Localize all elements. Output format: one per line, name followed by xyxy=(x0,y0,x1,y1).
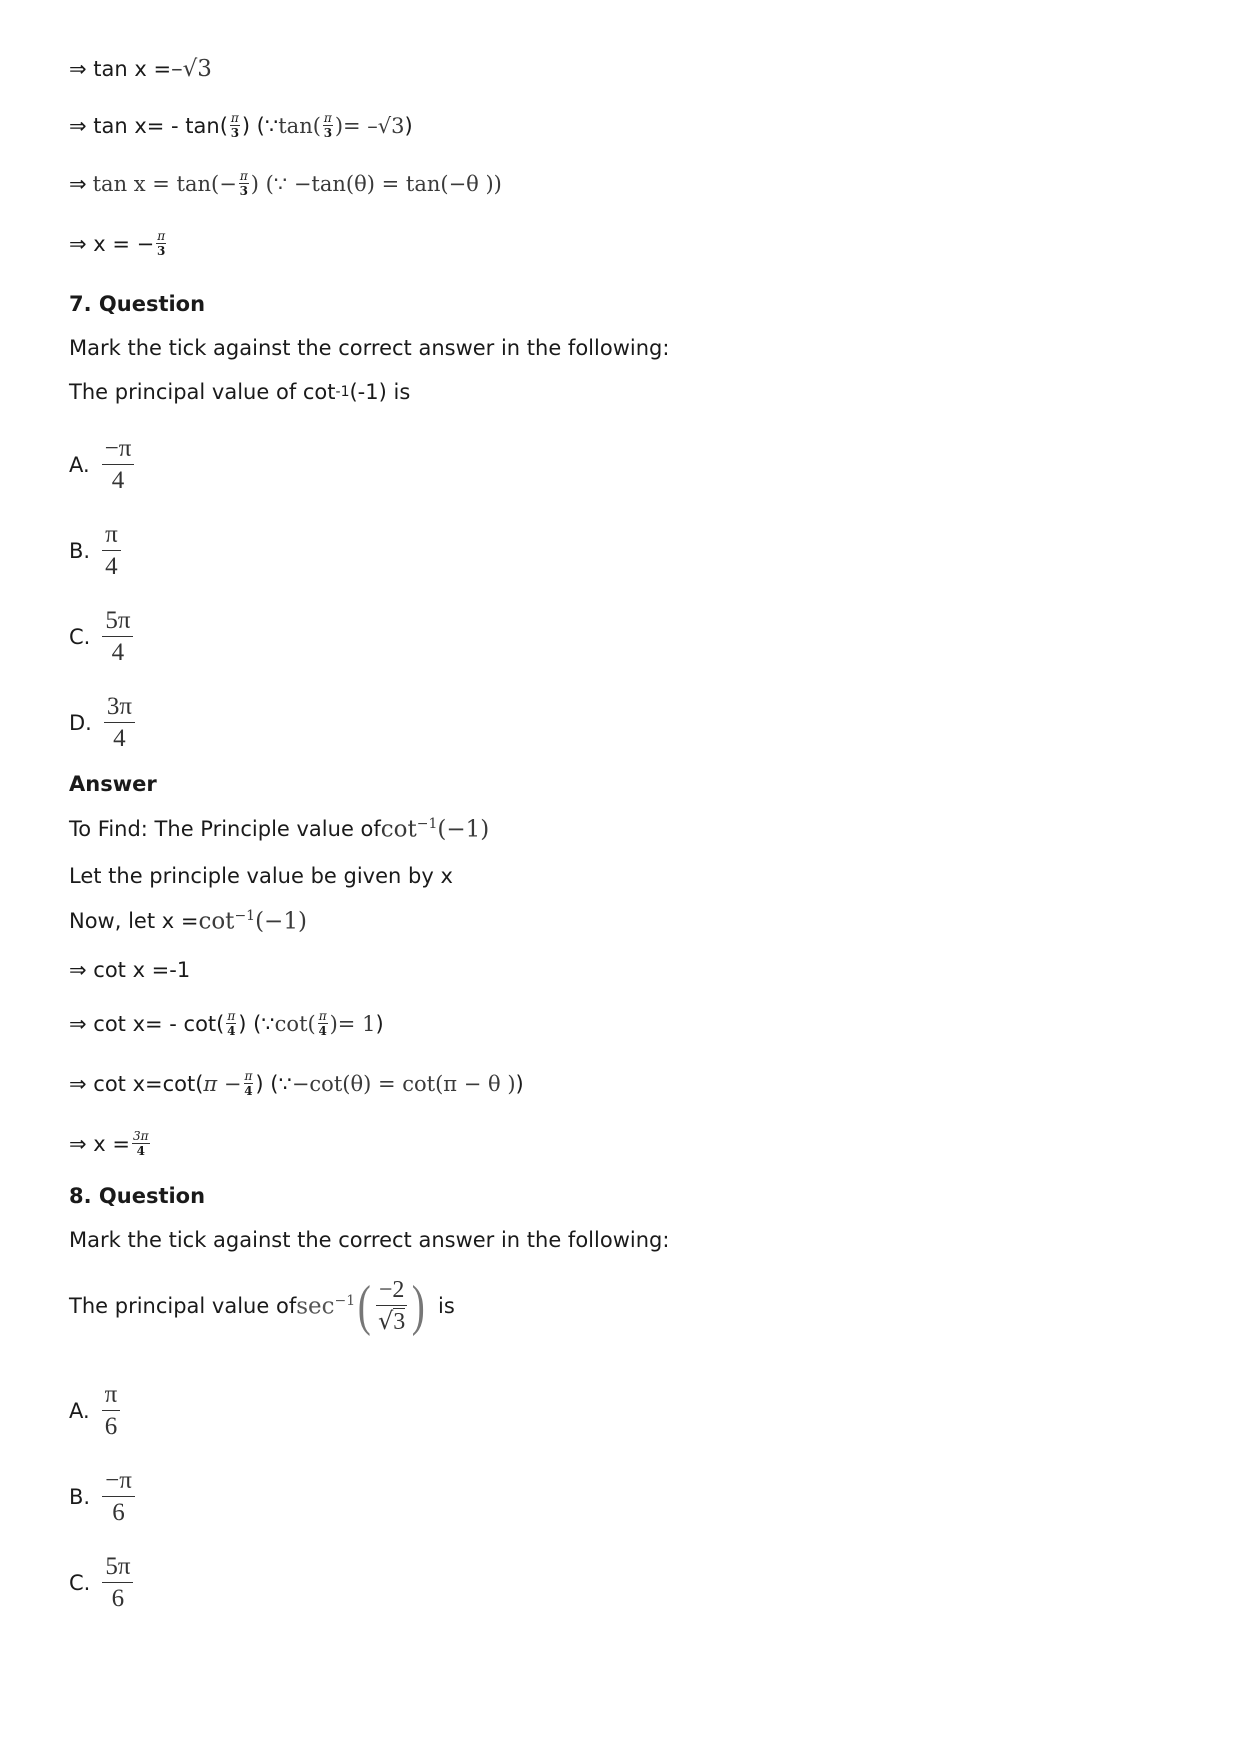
step-text: ⇒ x = xyxy=(69,1131,130,1156)
option-fraction: $\frac{5\pi}{4}$ xyxy=(102,608,133,665)
step-text: ) xyxy=(515,1071,524,1096)
fraction: $\frac{\pi}{3}$ xyxy=(230,111,240,140)
solution-step-line xyxy=(69,230,168,257)
question-heading: 7. Question xyxy=(69,292,206,316)
math-expression: $\cot^{-1}(-1)$ xyxy=(198,908,307,935)
superscript: -1 xyxy=(335,384,350,400)
solution-step-line: Let the principle value be given by x xyxy=(69,864,453,888)
solution-step-line xyxy=(69,908,307,935)
math-expression: −cot(θ) = cot(π − θ ) xyxy=(291,1071,516,1096)
fraction: $\frac{\pi}{3}$ xyxy=(157,229,166,258)
math-expression: )= –√3 xyxy=(334,113,405,138)
answer-option[interactable] xyxy=(69,608,135,665)
option-fraction: $\frac{\pi}{4}$ xyxy=(102,522,121,579)
option-letter: B. xyxy=(69,1484,91,1509)
math-expression: ) (∵ −tan(θ) = tan(−θ )) xyxy=(250,171,502,196)
answer-option[interactable] xyxy=(69,694,137,751)
math-function: $\sec^{-1}$ xyxy=(296,1292,356,1320)
step-text: Now, let x = xyxy=(69,909,199,934)
solution-step-line xyxy=(69,1010,384,1037)
fraction: $\frac{3\pi}{4}$ xyxy=(132,1129,149,1158)
fraction: $\frac{\pi}{4}$ xyxy=(244,1069,253,1098)
stem-fraction: $\frac{-2}{√3}$ xyxy=(376,1278,408,1334)
answer-option[interactable] xyxy=(69,1468,137,1525)
step-text: ⇒ tan x= - tan( xyxy=(69,113,228,138)
option-letter: C. xyxy=(69,624,91,649)
step-text: To Find: The Principle value of xyxy=(69,817,381,842)
option-fraction: $\frac{3\pi}{4}$ xyxy=(104,694,135,751)
step-text: ) (∵ xyxy=(255,1071,292,1096)
right-paren: ) xyxy=(412,1275,426,1337)
step-text: ) xyxy=(375,1011,384,1036)
answer-option[interactable] xyxy=(69,436,136,493)
left-paren: ( xyxy=(357,1275,372,1337)
math-expression: tan x = tan(− xyxy=(92,171,237,196)
solution-step-line xyxy=(69,1130,152,1157)
step-text: ⇒ cot x=cot( xyxy=(69,1071,204,1096)
step-text: ⇒ x = − xyxy=(69,231,155,256)
solution-step-line xyxy=(69,1070,524,1097)
step-text: ⇒ xyxy=(69,171,87,196)
stem-text: (-1) is xyxy=(349,380,411,404)
solution-step-line xyxy=(69,56,212,82)
answer-option[interactable] xyxy=(69,1554,135,1611)
option-fraction: $\frac{\pi}{6}$ xyxy=(102,1382,121,1439)
math-expression: cot( xyxy=(274,1011,316,1036)
question-stem xyxy=(69,380,410,404)
option-letter: C. xyxy=(69,1570,91,1595)
question-stem xyxy=(69,1274,455,1338)
step-text: ) xyxy=(404,113,413,138)
fraction: $\frac{\pi}{3}$ xyxy=(323,111,333,140)
solution-step-line xyxy=(69,170,502,197)
option-letter: A. xyxy=(69,1398,90,1423)
answer-option[interactable] xyxy=(69,1382,122,1439)
solution-step-line: ⇒ cot x =-1 xyxy=(69,958,191,982)
option-letter: A. xyxy=(69,452,90,477)
option-fraction: $\frac{-\pi}{4}$ xyxy=(102,436,135,493)
fraction: $\frac{\pi}{4}$ xyxy=(227,1009,236,1038)
math-expression: $\cot^{-1}(-1)$ xyxy=(380,816,490,843)
math-expression: )= 1 xyxy=(329,1011,376,1036)
option-fraction: $\frac{5\pi}{6}$ xyxy=(102,1554,133,1611)
step-text: ⇒ tan x = xyxy=(69,57,172,81)
math-expression: tan( xyxy=(278,113,321,138)
step-text: ) (∵ xyxy=(238,1011,275,1036)
fraction: $\frac{\pi}{4}$ xyxy=(318,1009,327,1038)
math-expression: –√3 xyxy=(171,56,212,82)
step-text: ) (∵ xyxy=(241,113,279,138)
solution-step-line xyxy=(69,112,413,139)
answer-option[interactable] xyxy=(69,522,123,579)
option-letter: D. xyxy=(69,710,92,735)
option-letter: B. xyxy=(69,538,91,563)
option-fraction: $\frac{-\pi}{6}$ xyxy=(102,1468,135,1525)
stem-text: The principal value of xyxy=(69,1294,297,1318)
question-heading: 8. Question xyxy=(69,1184,206,1208)
fraction: $\frac{\pi}{3}$ xyxy=(239,169,248,198)
solution-step-line xyxy=(69,816,489,843)
question-instruction: Mark the tick against the correct answer in the following: xyxy=(69,1228,670,1252)
stem-text: The principal value of cot xyxy=(69,380,336,404)
answer-heading: Answer xyxy=(69,772,157,796)
stem-text: is xyxy=(438,1294,455,1318)
math-expression: π − xyxy=(203,1071,242,1096)
question-instruction: Mark the tick against the correct answer in the following: xyxy=(69,336,670,360)
step-text: ⇒ cot x= - cot( xyxy=(69,1011,225,1036)
